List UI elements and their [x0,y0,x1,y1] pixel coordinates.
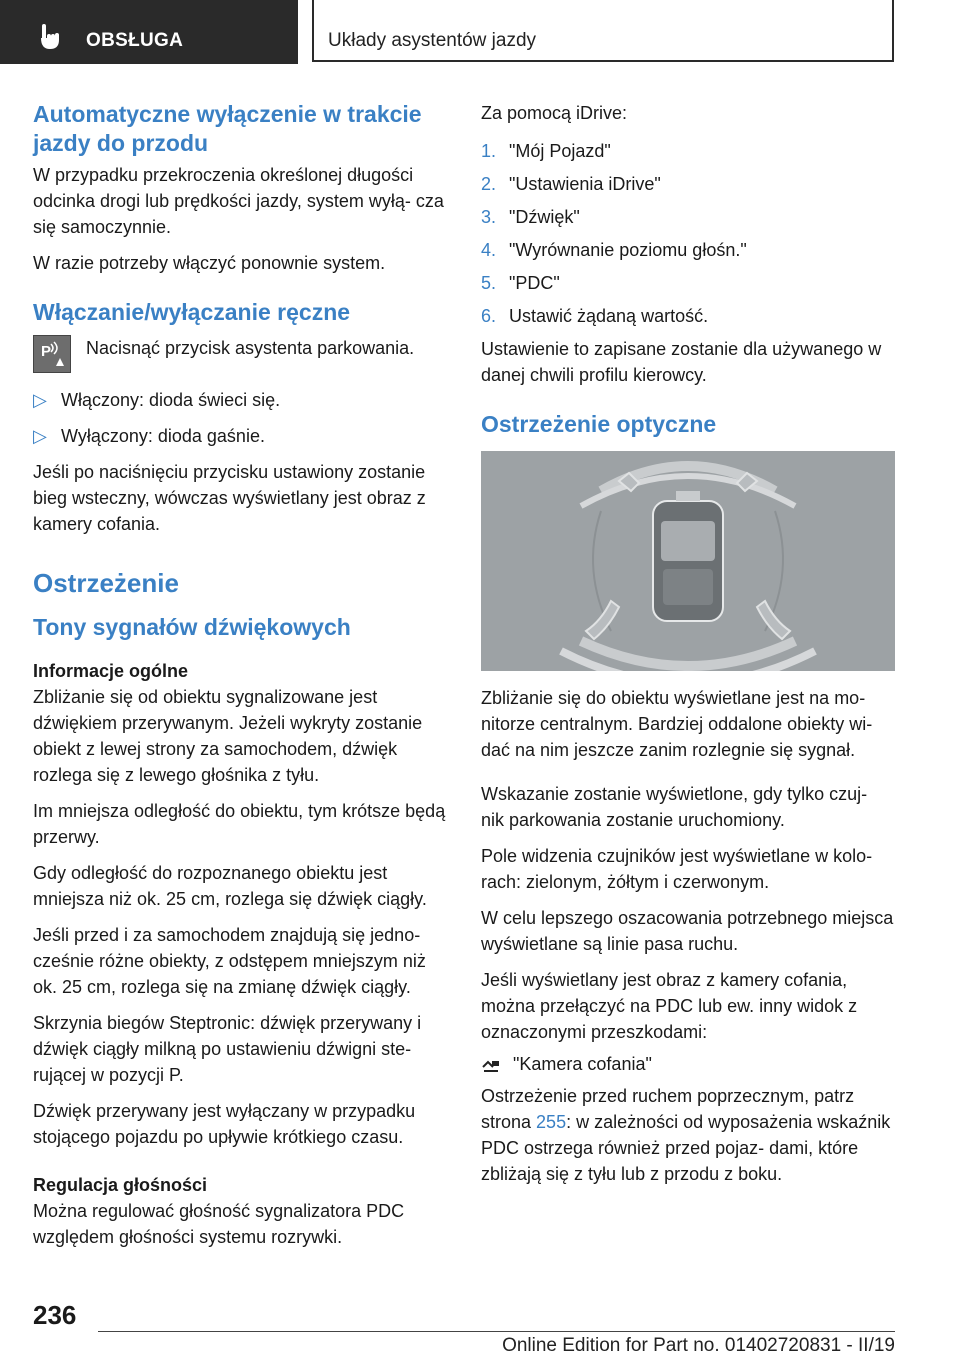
idrive-intro: Za pomocą iDrive: [481,103,628,123]
section-tab [0,0,298,64]
heading-warning: Ostrzeżenie [33,568,179,598]
step-number: 3. [481,207,497,227]
step-number: 6. [481,306,497,326]
paragraph: Zbliżanie się od obiektu sygnalizowane jest dźwiękiem przerywanym. Jeżeli wykryty zostanie obiekt z lewej strony za samochodem, dźwięk rozlega się z lewego głośnika z tyłu. [33,687,423,785]
paragraph: W celu lepszego oszacowania potrzebnego miejsca wyświetlane są linie pasa ruchu. [481,908,894,954]
step-number: 2. [481,174,497,194]
step-text: "Wyrównanie poziomu głośn." [509,240,747,260]
list-item [481,171,895,197]
paragraph-cross-traffic [481,1083,895,1187]
paragraph: Dźwięk przerywany jest wyłączany w przypadku stojącego pojazdu po upływie krótkiego czasu. [33,1101,416,1147]
list-item [481,138,895,164]
list-item [481,204,895,230]
paragraph: Jeśli przed i za samochodem znajdują się jedno- cześnie różne obiekty, z odstępem mniejszym niż ok. 25 cm, rozlega się na zmianę dźwięk ciągły. [33,925,426,997]
hand-icon [38,24,62,50]
step-number: 1. [481,141,497,161]
list-item [481,237,895,263]
list-item-text: Wyłączony: dioda gaśnie. [61,426,265,446]
heading-optical: Ostrzeżenie optyczne [481,411,717,437]
step-text: "Ustawienia iDrive" [509,174,661,194]
paragraph: Gdy odległość do rozpoznanego obiektu jest mniejsza niż ok. 25 cm, rozlega się dźwięk ciągły. [33,863,427,909]
parking-assistant-button-icon [33,335,71,373]
camera-option [481,1051,895,1077]
footer-divider [98,1331,895,1332]
subheading-volume: Regulacja głośności [33,1175,208,1195]
list-item [33,387,451,413]
svg-text:P: P [41,343,52,360]
step-text: Ustawić żądaną wartość. [509,306,709,326]
subheading-general: Informacje ogólne [33,661,189,681]
text-segment: Ostrzeżenie przed ruchem poprzecznym, patrz strona [481,1086,855,1132]
chapter-title: Układy asystentów jazdy [328,30,537,51]
paragraph: Można regulować głośność sygnalizatora PDC względem głośności systemu rozrywki. [33,1201,405,1247]
paragraph: Jeśli po naciśnięciu przycisku ustawiony zostanie bieg wsteczny, wówczas wyświetlany jest obraz z kamery cofania. [33,462,426,534]
footer-edition: Online Edition for Part no. 01402720831 - II/19 [502,1335,895,1356]
list-item [33,423,451,449]
rear-camera-icon [481,1055,501,1073]
page-link-255[interactable]: 255 [536,1112,567,1132]
paragraph: Skrzynia biegów Steptronic: dźwięk przerywany i dźwięk ciągły milkną po ustawieniu dźwigni ste- rującej w pozycji P. [33,1013,422,1085]
step-number: 4. [481,240,497,260]
chapter-tab [312,0,894,62]
list-item-text: Włączony: dioda świeci się. [61,390,281,410]
triangle-bullet-icon: ▷ [33,390,47,410]
camera-label: "Kamera cofania" [513,1054,652,1074]
press-button-text: Nacisnąć przycisk asystenta parkowania. [86,338,415,358]
pdc-button-row [33,335,451,373]
list-item [481,270,895,296]
paragraph: Ustawienie to zapisane zostanie dla używanego w danej chwili profilu kierowcy. [481,339,882,385]
heading-tones: Tony sygnałów dźwiękowych [33,614,351,640]
left-column [33,100,451,1260]
step-text: "PDC" [509,273,560,293]
heading-auto-off: Automatyczne wyłączenie w trakcie jazdy do przodu [33,101,422,156]
paragraph: Wskazanie zostanie wyświetlone, gdy tylko czuj- nik parkowania zostanie uruchomiony. [481,784,868,830]
step-text: "Dźwięk" [509,207,580,227]
pdc-display-image [481,451,895,671]
page-number: 236 [33,1300,77,1330]
paragraph: W przypadku przekroczenia określonej długości odcinka drogi lub prędkości jazdy, system wyłą- cza się samoczynnie. [33,165,444,237]
step-text: "Mój Pojazd" [509,141,611,161]
paragraph: Im mniejsza odległość do obiektu, tym krótsze będą przerwy. [33,801,446,847]
heading-manual: Włączanie/wyłączanie ręczne [33,299,351,325]
paragraph: W razie potrzeby włączyć ponownie system. [33,253,386,273]
step-number: 5. [481,273,497,293]
paragraph: Jeśli wyświetlany jest obraz z kamery cofania, można przełączyć na PDC lub ew. inny widok z oznaczonymi przeszkodami: [481,970,858,1042]
section-label: OBSŁUGA [86,30,184,51]
paragraph: Pole widzenia czujników jest wyświetlane w kolo- rach: zielonym, żółtym i czerwonym. [481,846,873,892]
paragraph: Zbliżanie się do obiektu wyświetlane jest na mo- nitorze centralnym. Bardziej oddalone obiekty wi- dać na nim jeszcze zanim rozlegnie się sygnał. [481,688,873,760]
triangle-bullet-icon: ▷ [33,426,47,446]
text-segment: : w zależności od wyposażenia wskaźnik PDC ostrzega również przed pojaz- dami, które zbliżają się z tyłu lub z przodu z boku. [481,1112,891,1184]
right-column [481,100,895,1197]
list-item [481,303,895,329]
